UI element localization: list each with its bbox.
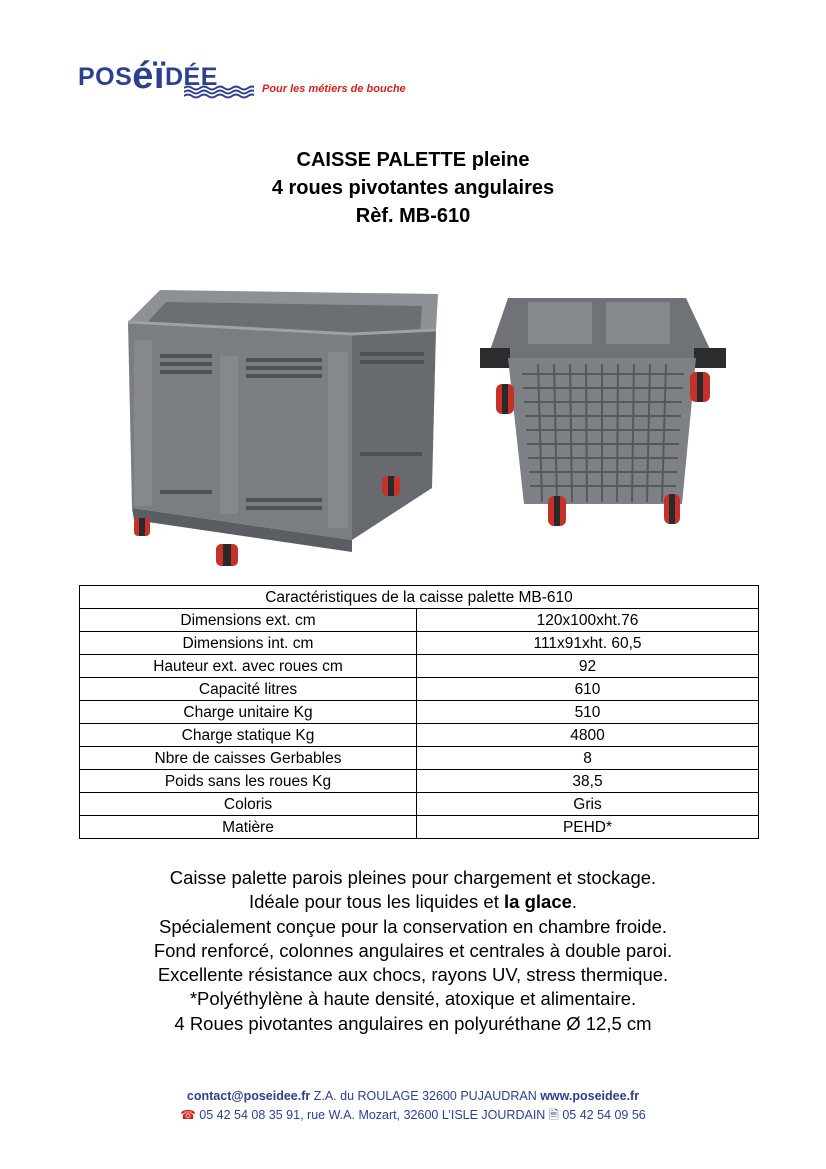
table-row (80, 770, 759, 793)
table-row (80, 747, 759, 770)
product-photo-underside (478, 288, 728, 534)
fax-icon: 🖹 (548, 1108, 559, 1122)
email-link[interactable]: contact@poseidee.fr (186, 1089, 311, 1103)
row-value: 4800 (417, 724, 759, 747)
logo-mid: éï (132, 55, 165, 97)
footer-fax: 05 42 54 09 56 (558, 1108, 646, 1122)
table-row (80, 701, 759, 724)
row-label: Hauteur ext. avec roues cm (80, 655, 417, 678)
desc-line-6: *Polyéthylène à haute densité, atoxique et alimentaire. (189, 988, 637, 1010)
table-header: Caractéristiques de la caisse palette MB-610 (80, 586, 759, 609)
page-footer (0, 1087, 826, 1125)
desc-line-2-bold: la glace (504, 891, 572, 913)
logo-prefix: POS (78, 63, 133, 91)
table-header-row (80, 586, 759, 609)
row-value: 8 (417, 747, 759, 770)
table-row (80, 816, 759, 839)
table-row (80, 724, 759, 747)
row-label: Nbre de caisses Gerbables (80, 747, 417, 770)
table-row (80, 678, 759, 701)
row-value: 111x91xht. 60,5 (417, 632, 759, 655)
row-value: 610 (417, 678, 759, 701)
row-label: Dimensions int. cm (80, 632, 417, 655)
row-value: 510 (417, 701, 759, 724)
table-row (80, 609, 759, 632)
title-line-3: Rèf. MB-610 (355, 205, 471, 227)
row-label: Charge unitaire Kg (80, 701, 417, 724)
website-link[interactable]: www.poseidee.fr (540, 1089, 640, 1103)
waves-icon (184, 85, 254, 99)
company-logo (78, 42, 438, 102)
table-row (80, 632, 759, 655)
row-label: Poids sans les roues Kg (80, 770, 417, 793)
row-label: Matière (80, 816, 417, 839)
row-label: Coloris (80, 793, 417, 816)
phone-icon: ☎ (180, 1108, 196, 1122)
table-row (80, 793, 759, 816)
specs-table (79, 585, 759, 839)
row-label: Dimensions ext. cm (80, 609, 417, 632)
page-title (0, 146, 826, 230)
logo-suffix: DÉE (165, 63, 218, 91)
desc-line-2-pre: Idéale pour tous les liquides et (248, 891, 505, 913)
title-line-1: CAISSE PALETTE pleine (296, 149, 530, 171)
row-value: PEHD* (417, 816, 759, 839)
footer-address-1: Z.A. du ROULAGE 32600 PUJAUDRAN (310, 1089, 541, 1103)
desc-line-1: Caisse palette parois pleines pour chargement et stockage. (169, 867, 657, 888)
desc-line-2 (0, 890, 826, 914)
desc-line-4: Fond renforcé, colonnes angulaires et centrales à double paroi. (153, 939, 673, 961)
row-value: 120x100xht.76 (417, 609, 759, 632)
product-photo-front (120, 282, 442, 570)
table-row (80, 655, 759, 678)
footer-line-1 (0, 1087, 826, 1106)
footer-line-2 (0, 1106, 826, 1125)
desc-line-3: Spécialement conçue pour la conservation en chambre froide. (158, 915, 668, 937)
desc-line-5: Excellente résistance aux chocs, rayons UV, stress thermique. (157, 964, 669, 986)
row-label: Capacité litres (80, 678, 417, 701)
title-line-2: 4 roues pivotantes angulaires (271, 177, 555, 199)
footer-address-2: 05 42 54 08 35 91, rue W.A. Mozart, 32600 L’ISLE JOURDAIN (195, 1108, 549, 1122)
desc-line-2-post: . (571, 891, 578, 913)
row-value: Gris (417, 793, 759, 816)
product-description (0, 866, 826, 1036)
row-label: Charge statique Kg (80, 724, 417, 747)
desc-line-7: 4 Roues pivotantes angulaires en polyuréthane Ø 12,5 cm (174, 1012, 652, 1034)
logo-tagline: Pour les métiers de bouche (262, 83, 406, 95)
row-value: 92 (417, 655, 759, 678)
row-value: 38,5 (417, 770, 759, 793)
